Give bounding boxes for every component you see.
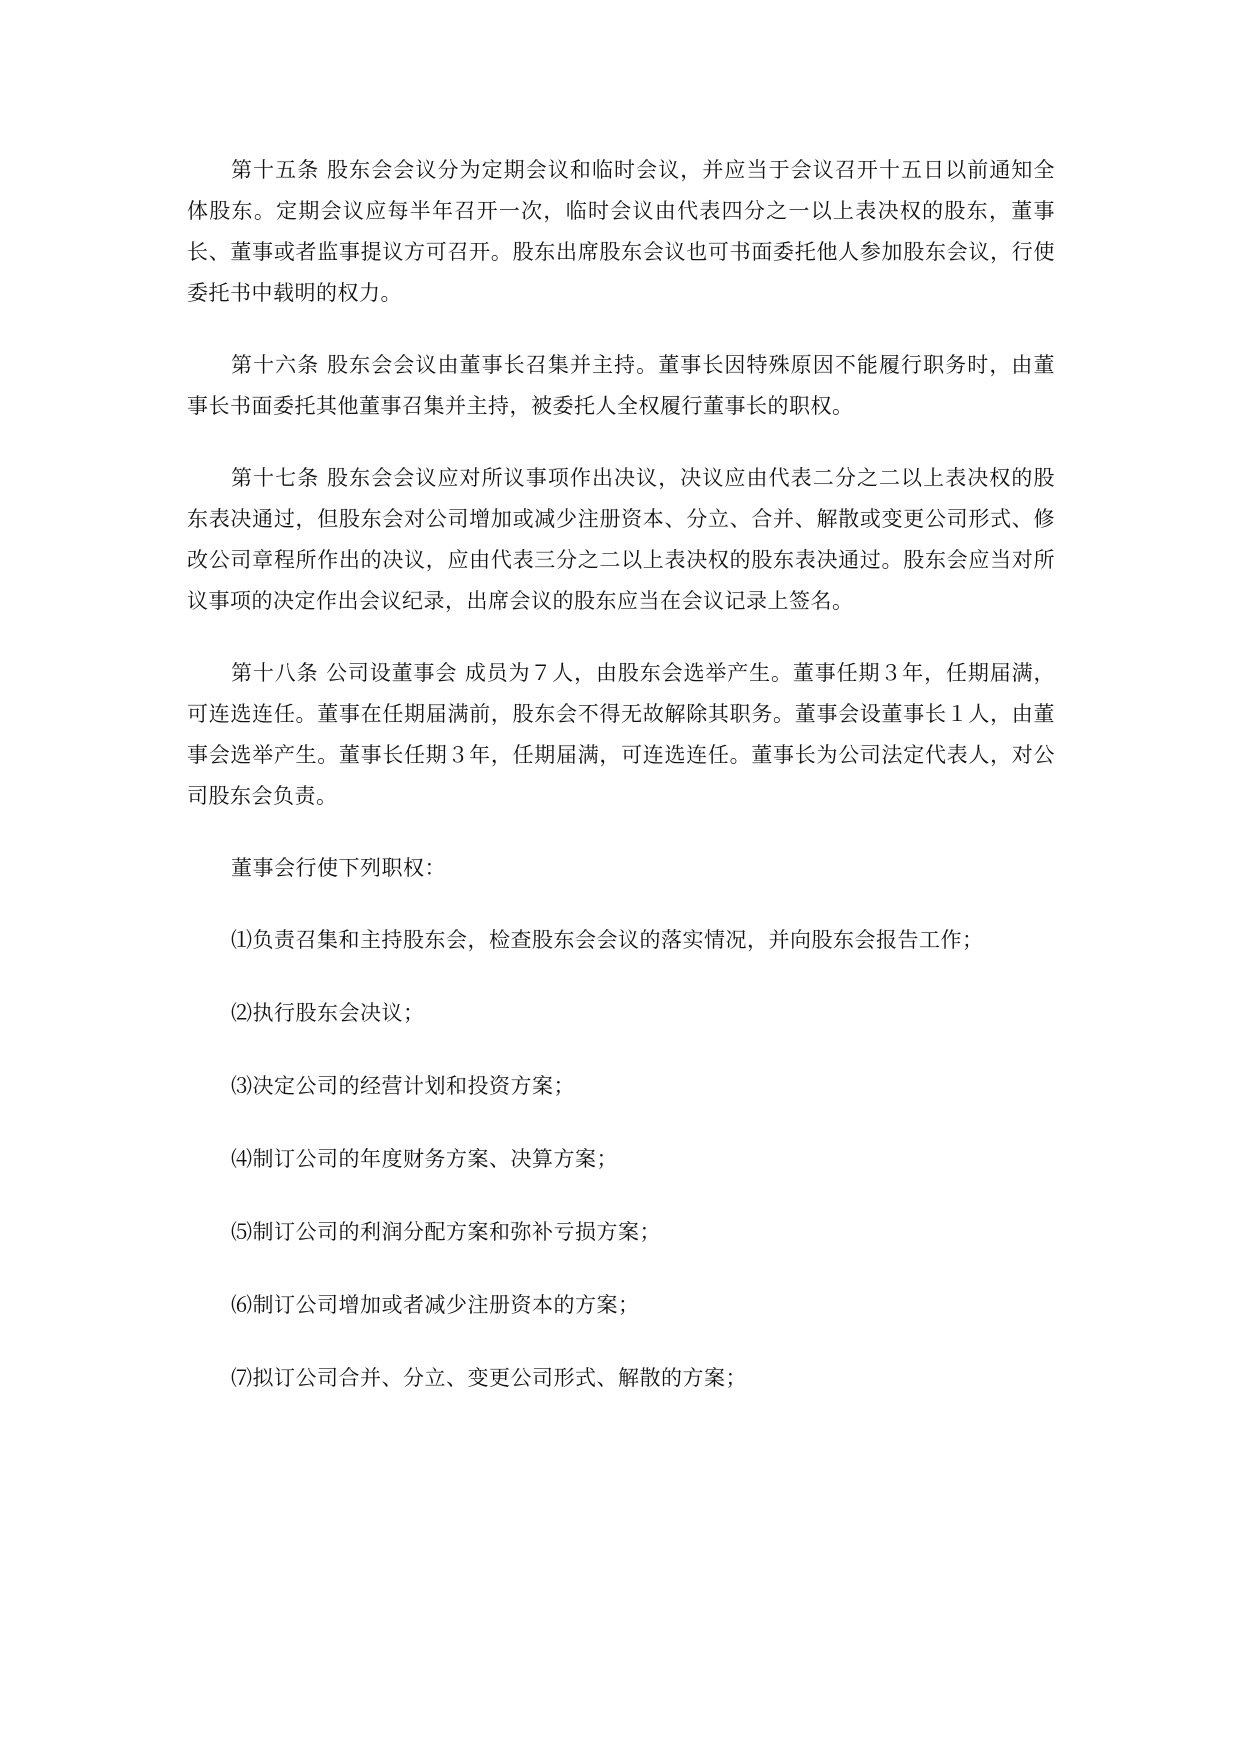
board-power-item-7: ⑺拟订公司合并、分立、变更公司形式、解散的方案； xyxy=(231,1366,747,1390)
board-power-item-2: ⑵执行股东会决议； xyxy=(231,1001,425,1025)
article-15: 第十五条 股东会会议分为定期会议和临时会议，并应当于会议召开十五日以前通知全体股东。定期会议应每半年召开一次，临时会议由代表四分之一以上表决权的股东，董事长、董事或者监事提议方可召开。股东出席股东会议也可书面委托他人参加股东会议，行使委托书中载明的权力。 xyxy=(187,158,1055,305)
board-power-item-3: ⑶决定公司的经营计划和投资方案； xyxy=(231,1074,575,1098)
article-17: 第十七条 股东会会议应对所议事项作出决议，决议应由代表二分之二以上表决权的股东表决通过，但股东会对公司增加或减少注册资本、分立、合并、解散或变更公司形式、修改公司章程所作出的决议，应由代表三分之二以上表决权的股东表决通过。股东会应当对所议事项的决定作出会议纪录，出席会议的股东应当在会议记录上签名。 xyxy=(187,466,1055,613)
board-power-item-4: ⑷制订公司的年度财务方案、决算方案； xyxy=(231,1147,618,1171)
board-power-item-5: ⑸制订公司的利润分配方案和弥补亏损方案； xyxy=(231,1220,661,1244)
board-powers-heading: 董事会行使下列职权： xyxy=(231,856,446,880)
article-18: 第十八条 公司设董事会 成员为７人，由股东会选举产生。董事任期３年，任期届满，可连选连任。董事在任期届满前，股东会不得无故解除其职务。董事会设董事长１人，由董事会选举产生。董事长任期３年，任期届满，可连选连任。董事长为公司法定代表人，对公司股东会负责。 xyxy=(187,661,1055,808)
board-power-item-6: ⑹制订公司增加或者减少注册资本的方案； xyxy=(231,1293,640,1317)
board-power-item-1: ⑴负责召集和主持股东会，检查股东会会议的落实情况，并向股东会报告工作； xyxy=(231,928,984,952)
document-body xyxy=(187,150,1055,1431)
article-16: 第十六条 股东会会议由董事长召集并主持。董事长因特殊原因不能履行职务时，由董事长书面委托其他董事召集并主持，被委托人全权履行董事长的职权。 xyxy=(187,353,1055,418)
